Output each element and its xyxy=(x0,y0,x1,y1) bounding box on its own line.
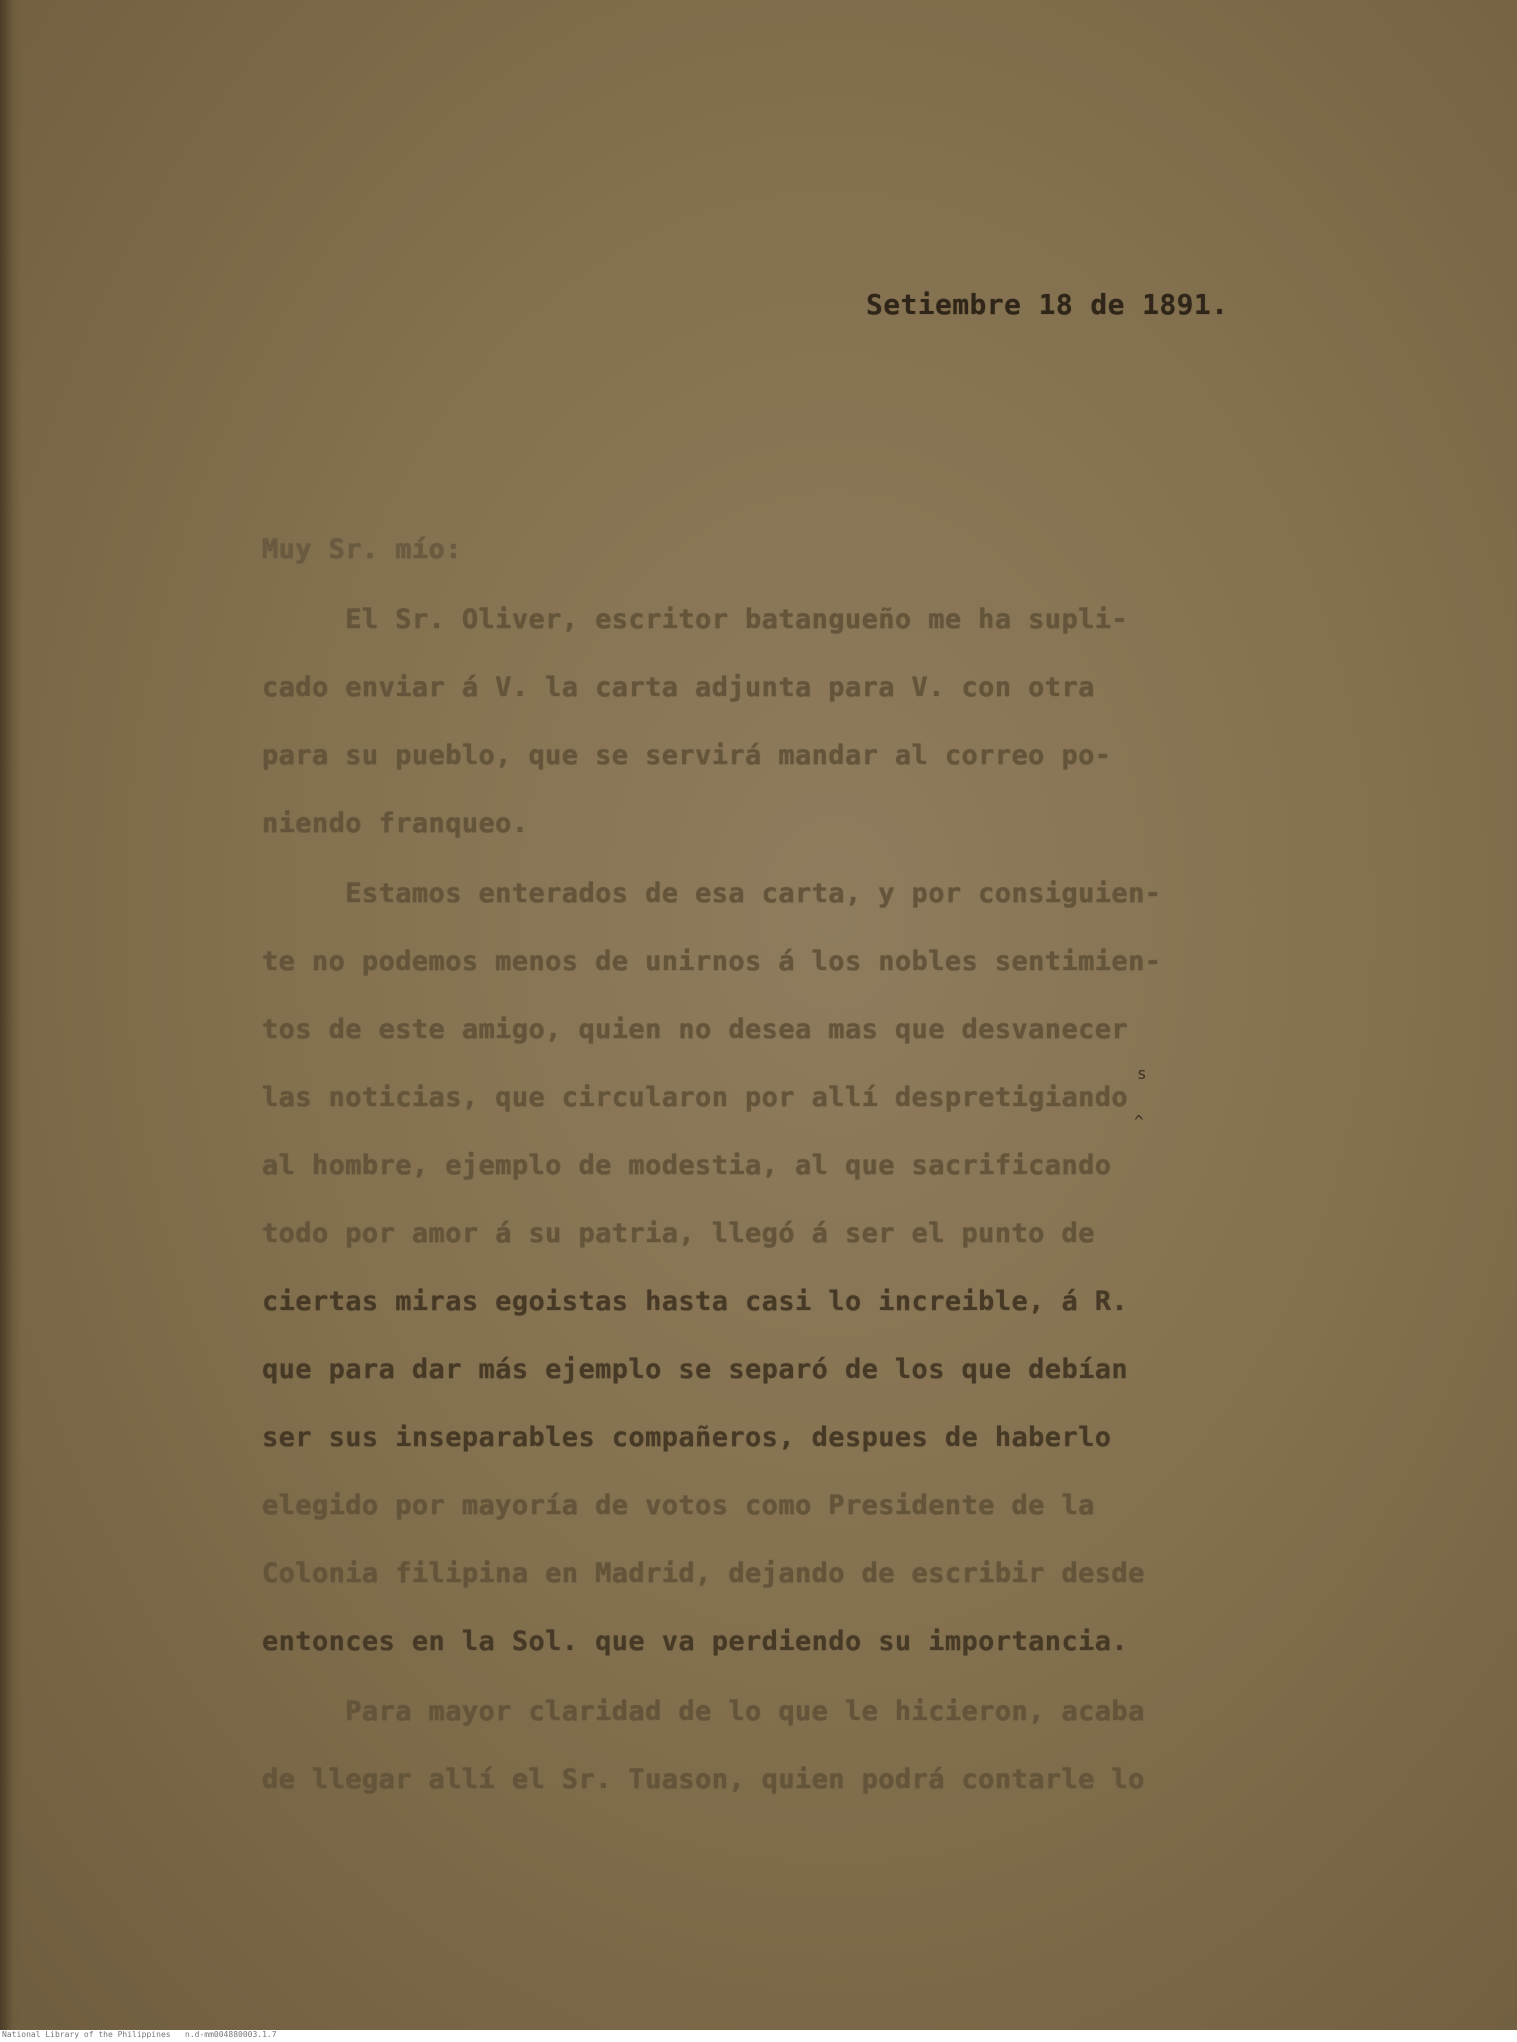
scan-source-label: National Library of the Philippines n.d-mm004880003.1.7 xyxy=(2,2030,277,2039)
body-line: Estamos enterados de esa carta, y por consiguien- xyxy=(262,878,1162,909)
scan-footer xyxy=(0,2030,1517,2042)
insertion-caret: ^ xyxy=(1134,1112,1144,1131)
body-line: de llegar allí el Sr. Tuason, quien podrá contarle lo xyxy=(262,1764,1145,1795)
body-line: niendo franqueo. xyxy=(262,808,529,839)
body-line: ser sus inseparables compañeros, despues de haberlo xyxy=(262,1422,1112,1453)
body-line: Colonia filipina en Madrid, dejando de escribir desde xyxy=(262,1558,1145,1589)
body-line: las noticias, que circularon por allí despretigiando xyxy=(262,1082,1129,1113)
handwritten-correction: s xyxy=(1137,1064,1147,1083)
body-line: todo por amor á su patria, llegó á ser el punto de xyxy=(262,1218,1095,1249)
body-line: al hombre, ejemplo de modestia, al que sacrificando xyxy=(262,1150,1112,1181)
body-line: ciertas miras egoistas hasta casi lo increible, á R. xyxy=(262,1286,1129,1317)
body-line: El Sr. Oliver, escritor batangueño me ha supli- xyxy=(262,604,1129,635)
body-line: entonces en la Sol. que va perdiendo su importancia. xyxy=(262,1626,1129,1657)
body-line: que para dar más ejemplo se separó de los que debían xyxy=(262,1354,1129,1385)
body-line: cado enviar á V. la carta adjunta para V. con otra xyxy=(262,672,1095,703)
body-line: te no podemos menos de unirnos á los nobles sentimien- xyxy=(262,946,1162,977)
body-line: para su pueblo, que se servirá mandar al correo po- xyxy=(262,740,1112,771)
letter-date: Setiembre 18 de 1891. xyxy=(866,288,1229,321)
binding-shadow xyxy=(0,0,22,2030)
body-line: tos de este amigo, quien no desea mas que desvanecer xyxy=(262,1014,1129,1045)
body-line: Para mayor claridad de lo que le hicieron, acaba xyxy=(262,1696,1145,1727)
body-line: elegido por mayoría de votos como Presidente de la xyxy=(262,1490,1095,1521)
letter-salutation: Muy Sr. mío: xyxy=(262,534,462,565)
